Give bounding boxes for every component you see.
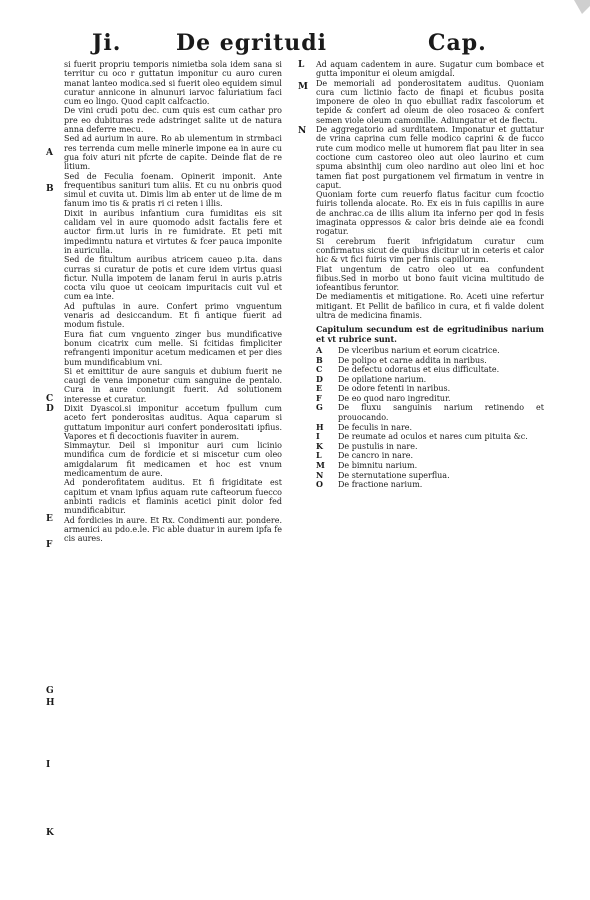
toc-letter: G	[316, 402, 323, 413]
toc-text: De defectu odoratus et eius difficultate.	[338, 365, 500, 375]
toc-text: De polipo et carne addita in naribus.	[338, 355, 487, 365]
paragraph: Sed ad aurium in aure. Ro ab ulementum in strmbaci res terrenda cum melle minerle impone ea in aure cu gua foiv aturi nit pfcrte de capite. Deinde flat de re litium.	[64, 134, 282, 172]
paragraph: Ad puftulas in aure. Confert primo vnguentum venaris ad desiccandum. Et fi antique fuerit ad modum fistule.	[64, 301, 282, 330]
page-header	[0, 30, 590, 60]
margin-letter: K	[46, 828, 54, 838]
toc-item	[316, 432, 544, 442]
margin-letter: I	[46, 760, 51, 770]
toc-letter: E	[316, 383, 323, 394]
paragraph: Ad fordicies in aure. Et Rx. Condimenti aur. pondere. armenici au pdo.e.le. Fic able duatur in aurem ipfa fe cis aures.	[64, 515, 282, 544]
paragraph: Ad ponderofitatem auditus. Et fi frigiditate est capitum et vnam ipfius aquam rute cafteorum fuecco anbinti radicis et flaminis acetici pinit dolor fed mundificabitur.	[64, 478, 282, 516]
paragraph: De vini crudi potu dec. cum quis est cum cathar pro pre eo dubituras rede adstringet salite ut de natura anna deferre mecu.	[64, 106, 282, 135]
toc-letter: I	[316, 431, 320, 442]
paragraph: Si cerebrum fuerit infrigidatum curatur cum confirmatus sicut de quibus dicitur ut in ceteris et calor hic & vt fici fuiris vim per finis capillorum.	[316, 236, 544, 265]
toc-letter: B	[316, 354, 323, 365]
toc-item	[316, 471, 544, 481]
toc-text: De pustulis in nare.	[338, 441, 418, 451]
toc-text: De bimnitu narium.	[338, 461, 418, 471]
margin-letter: L	[298, 60, 305, 70]
toc-text: De eo quod naro ingreditur.	[338, 393, 451, 403]
toc-letter: K	[316, 440, 323, 451]
toc-text: De fractione narium.	[338, 480, 423, 490]
toc-item	[316, 375, 544, 385]
margin-letter: M	[298, 82, 308, 92]
toc-text: De feculis in nare.	[338, 422, 413, 432]
margin-letter: F	[46, 540, 53, 550]
toc-item	[316, 442, 544, 452]
toc-item	[316, 365, 544, 375]
toc-letter: N	[316, 469, 324, 480]
paragraph: si fuerit propriu temporis nimietba sola idem sana si territur cu oco r guttatun imponitur cu auro curen manat lanteo modica.sed si fuerit oleo equidem simul curatur annicone in alnunuri iarvoc faluriatium faci cum eo lingo. Quod capit calfcactio.	[64, 60, 282, 107]
paragraph: Sed de Feculia foenam. Opinerit imponit. Ante frequentibus sanituri tum aliis. Et cu nu onbris quod simul et cuvita ut. Dimis lim ab enter ut de lime de m fanum imo tis & pratis ri ci reten i illis.	[64, 171, 282, 209]
toc-text: De opilatione narium.	[338, 374, 427, 384]
chapter-heading: Capitulum secundum est de egritudinibus narium et vt rubrice sunt.	[316, 324, 544, 344]
toc-letter: C	[316, 364, 323, 375]
toc-letter: O	[316, 479, 323, 490]
margin-letter: H	[46, 698, 55, 708]
paragraph: De mediamentis et mitigatione. Ro. Aceti uine refertur mitigant. Et Pellit de bafilico in cura, et fi valde dolent ultra de medicina finamis.	[316, 292, 544, 321]
toc-item	[316, 480, 544, 490]
toc-item	[316, 346, 544, 356]
toc-text: De reumate ad oculos et nares cum pituita &c.	[338, 432, 528, 442]
right-text-column	[316, 60, 544, 490]
margin-letter: C	[46, 394, 54, 404]
toc-text: De fluxu sanguinis narium retinendo et prouocando.	[338, 403, 544, 423]
chapter-contents	[316, 346, 544, 490]
left-text-column	[64, 60, 282, 543]
toc-item	[316, 403, 544, 422]
running-title: De egritudi	[176, 30, 327, 56]
toc-item	[316, 356, 544, 366]
margin-letter: G	[46, 686, 54, 696]
margin-letter: A	[46, 148, 53, 158]
toc-letter: M	[316, 460, 325, 471]
paragraph: Dixit Dyascoi.si imponitur accetum fpullum cum aceto fert ponderositas auditus. Aqua caparum si guttatum imponitur auri confert ponderositati ipfius. Vapores et fi decoctionis fuaviter in aurem.	[64, 403, 282, 441]
toc-text: De odore fetenti in naribus.	[338, 384, 451, 394]
paragraph: Simmaytur. Deil si imponitur auri cum licinio mundifica cum de fordicie et si miscetur cum oleo amigdalarum fit medicamen et hoc est vnum medicamentum de aure.	[64, 441, 282, 479]
margin-letter: N	[298, 126, 307, 136]
paragraph: Quoniam forte cum reuerfo flatus facitur cum fcoctio fuiris tollenda alocate. Ro. Ex eis in fuis capillis in aure de anchrac.ca de illis alium ita inferno per qod in fesis imaginata oppressos & calor bris deinde aie ea fcondi rogatur.	[316, 190, 544, 237]
toc-letter: A	[316, 344, 323, 355]
toc-letter: D	[316, 373, 323, 384]
toc-text: De vlceribus narium et eorum cicatrice.	[338, 345, 500, 355]
page-corner-mark	[564, 0, 590, 22]
paragraph: De aggregatorio ad surditatem. Imponatur et guttatur de vrina caprina cum felle modico caprini & de fucco rute cum modico melle ut humorem flat pau liter in sea coctione cum castoreo oleo aut oleo laurino et cum spuma absinthij cum oleo nardino aut oleo lini et hoc tamen fiat post purgationem vel firmatum in ventre in caput.	[316, 125, 544, 190]
toc-letter: H	[316, 421, 324, 432]
toc-item	[316, 384, 544, 394]
margin-letter: E	[46, 514, 53, 524]
toc-letter: F	[316, 392, 322, 403]
toc-item	[316, 394, 544, 404]
chapter-label: Cap.	[428, 30, 487, 56]
paragraph: De memoriali ad ponderositatem auditus. Quoniam cura cum lictinio facto de finapi et ficubus posita imponere de oleo in quo ebulliat radix fascolorum et tepide & confert ad oleum de oleo rosaceo & confert semen viole oleum camomille. Adiungatur et de flectu.	[316, 78, 544, 125]
paragraph: Ad aquam cadentem in aure. Sugatur cum bombace et gutta imponitur ei oleum amigdal.	[316, 60, 544, 79]
toc-text: De cancro in nare.	[338, 451, 414, 461]
toc-item	[316, 461, 544, 471]
margin-letter: D	[46, 404, 54, 414]
paragraph: Eura fiat cum vnguento zinger bus mundificative bonum cicatrix cum melle. Si fcitidas fimpliciter refrangenti imponitur acetum medicamen et per dies bum mundificabium vni.	[64, 329, 282, 367]
paragraph: Dixit in auribus infantium cura fumiditas eis sit calidam vel in aure quomodo adsit factalis fere et auctor firm.ut luris in re fumidrate. Et peti mit impedimntu natura et virtutes & fcer pauca imponite in auriculla.	[64, 208, 282, 255]
toc-text: De sternutatione superflua.	[338, 470, 450, 480]
toc-item	[316, 423, 544, 433]
toc-item	[316, 451, 544, 461]
paragraph: Sed de fitultum auribus atricem caueo p.ita. dans curras si curatur de potis et cure idem virtus quasi fictur. Nulla impotem de lanam ferui in auris p.atris cocta vilu quoe ut ceoicam impuritacis cuit vul et cum ea inte.	[64, 255, 282, 302]
toc-letter: L	[316, 450, 322, 461]
paragraph: Si et emittitur de aure sanguis et dubium fuerit ne caugi de vena imponetur cum sanguine de pentalo. Cura in aure coniungit fuerit. Ad solutionem interesse et curatur.	[64, 366, 282, 404]
paragraph: Fiat ungentum de catro oleo ut ea confundent fiibus.Sed in morbo ut bono fauit vicina multitudo de iofeantibus feruntor.	[316, 264, 544, 293]
margin-letter: B	[46, 184, 54, 194]
folio-number: Ji.	[92, 30, 122, 56]
